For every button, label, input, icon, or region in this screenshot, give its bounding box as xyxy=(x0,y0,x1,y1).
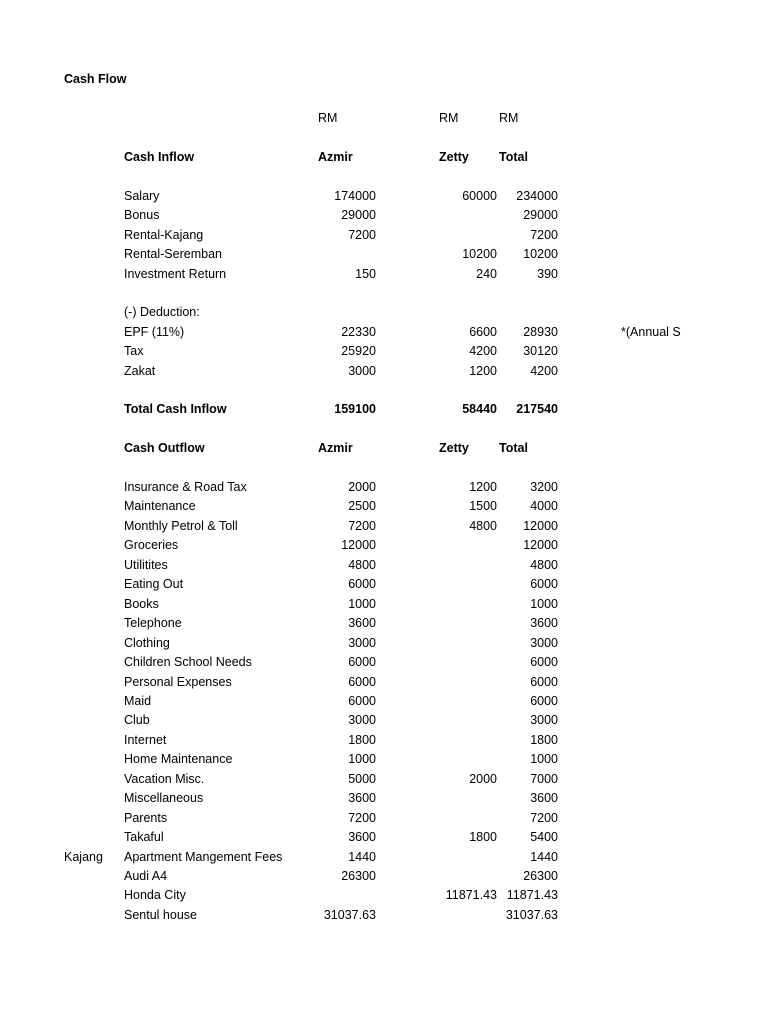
row-total-value: 390 xyxy=(537,267,558,281)
row-azmir-value: 6000 xyxy=(348,577,376,591)
outflow-header-label: Cash Outflow xyxy=(124,441,205,455)
row-total-value: 28930 xyxy=(523,325,558,339)
row-total-value: 7200 xyxy=(530,811,558,825)
row-azmir-value: 22330 xyxy=(341,325,376,339)
currency-azmir: RM xyxy=(318,111,338,125)
row-zetty-value: 240 xyxy=(476,267,497,281)
row-label: Zakat xyxy=(124,364,156,378)
row-azmir-value: 3600 xyxy=(348,791,376,805)
row-total-value: 1000 xyxy=(530,597,558,611)
row-total-value: 7000 xyxy=(530,772,558,786)
row-total-value: 234000 xyxy=(516,189,558,203)
row-total-value: 3000 xyxy=(530,713,558,727)
total-inflow-total: 217540 xyxy=(516,402,558,416)
inflow-header-label: Cash Inflow xyxy=(124,150,195,164)
row-zetty-value: 6600 xyxy=(469,325,497,339)
row-label: Takaful xyxy=(124,830,164,844)
row-total-value: 6000 xyxy=(530,577,558,591)
row-total-value: 6000 xyxy=(530,675,558,689)
row-azmir-value: 3000 xyxy=(348,713,376,727)
row-label: Internet xyxy=(124,733,167,747)
row-azmir-value: 1000 xyxy=(348,752,376,766)
row-total-value: 1800 xyxy=(530,733,558,747)
row-azmir-value: 174000 xyxy=(334,189,376,203)
row-label: Salary xyxy=(124,189,160,203)
row-azmir-value: 26300 xyxy=(341,869,376,883)
row-total-value: 4800 xyxy=(530,558,558,572)
row-azmir-value: 12000 xyxy=(341,538,376,552)
row-zetty-value: 1500 xyxy=(469,499,497,513)
row-total-value: 3600 xyxy=(530,616,558,630)
row-label: Utilitites xyxy=(124,558,168,572)
row-total-value: 10200 xyxy=(523,247,558,261)
row-azmir-value: 3000 xyxy=(348,636,376,650)
inflow-header-total: Total xyxy=(499,150,528,164)
row-label: Bonus xyxy=(124,208,160,222)
row-azmir-value: 2000 xyxy=(348,480,376,494)
row-label: Eating Out xyxy=(124,577,184,591)
row-azmir-value: 1440 xyxy=(348,850,376,864)
row-total-value: 6000 xyxy=(530,694,558,708)
row-total-value: 26300 xyxy=(523,869,558,883)
row-label: Miscellaneous xyxy=(124,791,204,805)
row-side-label: Kajang xyxy=(64,850,103,864)
row-azmir-value: 25920 xyxy=(341,344,376,358)
row-zetty-value: 1200 xyxy=(469,480,497,494)
row-zetty-value: 4800 xyxy=(469,519,497,533)
row-total-value: 1440 xyxy=(530,850,558,864)
row-label: Apartment Mangement Fees xyxy=(124,850,283,864)
row-label: Sentul house xyxy=(124,908,197,922)
sheet-title: Cash Flow xyxy=(64,72,127,86)
row-azmir-value: 3600 xyxy=(348,830,376,844)
row-zetty-value: 11871.43 xyxy=(445,888,497,902)
row-azmir-value: 150 xyxy=(355,267,376,281)
currency-zetty: RM xyxy=(439,111,459,125)
row-label: Parents xyxy=(124,811,168,825)
total-inflow-zetty: 58440 xyxy=(462,402,497,416)
inflow-header-azmir: Azmir xyxy=(318,150,353,164)
row-label: Rental-Seremban xyxy=(124,247,222,261)
row-label: Telephone xyxy=(124,616,182,630)
row-azmir-value: 7200 xyxy=(348,519,376,533)
row-total-value: 3200 xyxy=(530,480,558,494)
row-total-value: 7200 xyxy=(530,228,558,242)
row-total-value: 31037.63 xyxy=(505,908,558,922)
row-zetty-value: 60000 xyxy=(462,189,497,203)
row-azmir-value: 3600 xyxy=(348,616,376,630)
row-zetty-value: 2000 xyxy=(469,772,497,786)
row-total-value: 30120 xyxy=(523,344,558,358)
row-azmir-value: 7200 xyxy=(348,228,376,242)
total-inflow-label: Total Cash Inflow xyxy=(124,402,227,416)
row-zetty-value: 1200 xyxy=(469,364,497,378)
row-azmir-value: 1000 xyxy=(348,597,376,611)
row-label: Monthly Petrol & Toll xyxy=(124,519,238,533)
row-label: Vacation Misc. xyxy=(124,772,205,786)
row-azmir-value: 3000 xyxy=(348,364,376,378)
row-azmir-value: 5000 xyxy=(348,772,376,786)
row-label: Clothing xyxy=(124,636,170,650)
row-label: Honda City xyxy=(124,888,186,902)
row-azmir-value: 2500 xyxy=(348,499,376,513)
row-zetty-value: 10200 xyxy=(462,247,497,261)
row-total-value: 5400 xyxy=(530,830,558,844)
row-label: Maid xyxy=(124,694,152,708)
row-total-value: 1000 xyxy=(530,752,558,766)
row-label: Maintenance xyxy=(124,499,196,513)
row-label: Investment Return xyxy=(124,267,227,281)
row-total-value: 4200 xyxy=(530,364,558,378)
row-label: Insurance & Road Tax xyxy=(124,480,247,494)
row-azmir-value: 6000 xyxy=(348,655,376,669)
row-total-value: 11871.43 xyxy=(506,888,558,902)
row-azmir-value: 6000 xyxy=(348,694,376,708)
outflow-header-total: Total xyxy=(499,441,528,455)
row-total-value: 12000 xyxy=(523,519,558,533)
row-label: EPF (11%) xyxy=(124,325,185,339)
currency-total: RM xyxy=(499,111,519,125)
row-label: Personal Expenses xyxy=(124,675,232,689)
row-azmir-value: 7200 xyxy=(348,811,376,825)
row-azmir-value: 31037.63 xyxy=(323,908,376,922)
row-total-value: 12000 xyxy=(523,538,558,552)
row-total-value: 3000 xyxy=(530,636,558,650)
row-total-value: 6000 xyxy=(530,655,558,669)
row-total-value: 3600 xyxy=(530,791,558,805)
row-label: Books xyxy=(124,597,159,611)
row-label: Audi A4 xyxy=(124,869,168,883)
row-label: Rental-Kajang xyxy=(124,228,204,242)
annual-note: *(Annual S xyxy=(621,325,681,339)
row-azmir-value: 1800 xyxy=(348,733,376,747)
row-label: Groceries xyxy=(124,538,179,552)
row-azmir-value: 6000 xyxy=(348,675,376,689)
inflow-header-zetty: Zetty xyxy=(439,150,469,164)
row-label: Home Maintenance xyxy=(124,752,233,766)
row-total-value: 4000 xyxy=(530,499,558,513)
deduction-header: (-) Deduction: xyxy=(124,305,200,319)
outflow-header-azmir: Azmir xyxy=(318,441,353,455)
row-azmir-value: 4800 xyxy=(348,558,376,572)
row-azmir-value: 29000 xyxy=(341,208,376,222)
row-total-value: 29000 xyxy=(523,208,558,222)
row-zetty-value: 4200 xyxy=(469,344,497,358)
row-label: Tax xyxy=(124,344,144,358)
outflow-header-zetty: Zetty xyxy=(439,441,469,455)
row-label: Children School Needs xyxy=(124,655,252,669)
row-label: Club xyxy=(124,713,150,727)
total-inflow-azmir: 159100 xyxy=(334,402,376,416)
row-zetty-value: 1800 xyxy=(469,830,497,844)
